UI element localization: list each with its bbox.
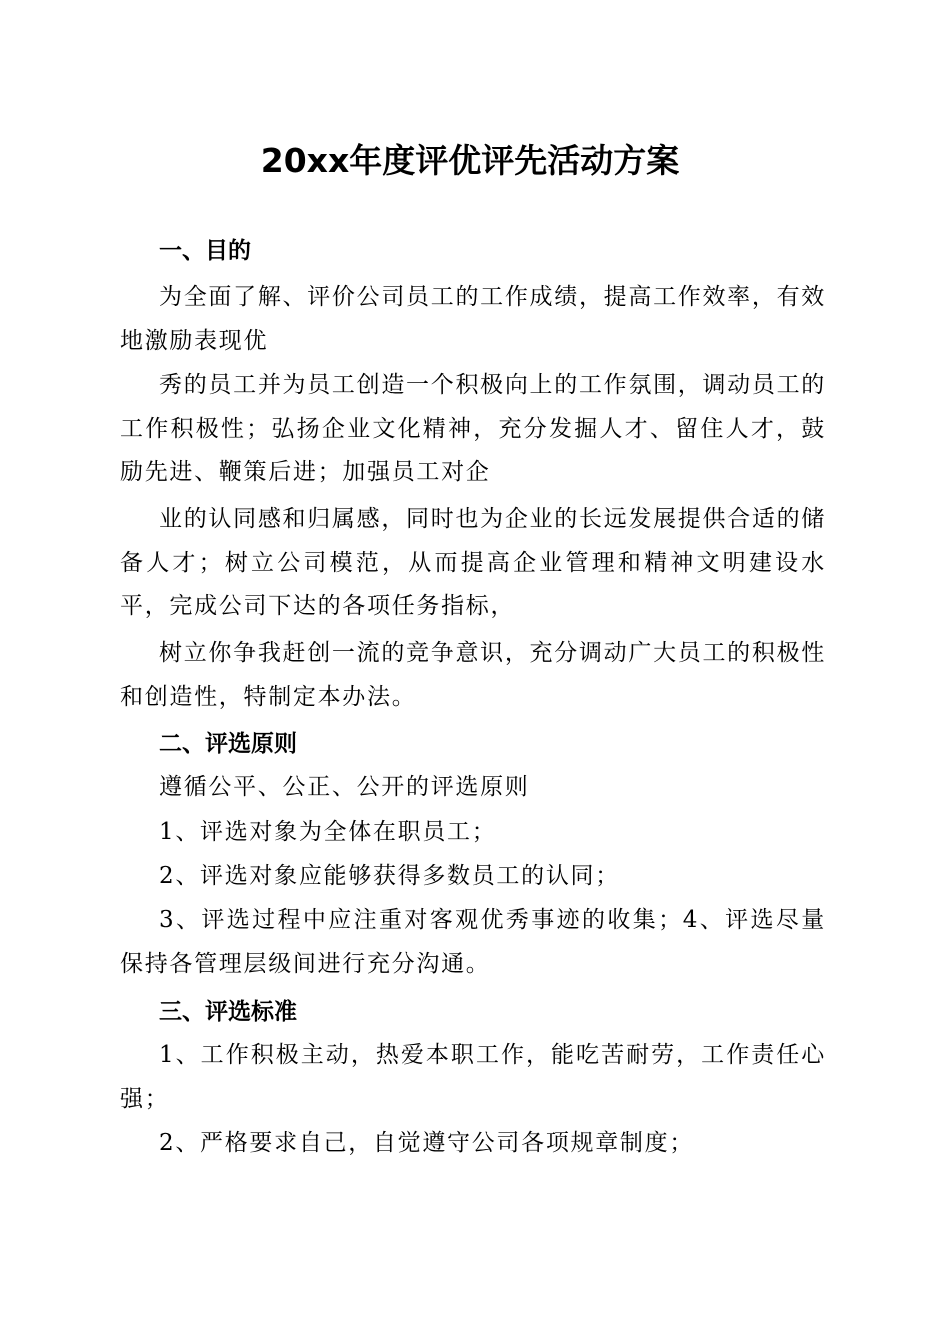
paragraph: 遵循公平、公正、公开的评选原则 [159, 774, 530, 800]
paragraph: 为全面了解、评价公司员工的工作成绩，提高工作效率，有效地激励表现优 [120, 284, 826, 354]
section-heading-purpose: 一、目的 [159, 238, 251, 264]
list-item: 2、评选对象应能够获得多数员工的认同； [159, 863, 620, 889]
paragraph: 业的认同感和归属感，同时也为企业的长远发展提供合适的储备人才；树立公司模范，从而提高企业管理和精神文明建设水平，完成公司下达的各项任务指标， [120, 506, 826, 619]
document-title: 20xx年度评优评先活动方案 [260, 141, 680, 180]
section-heading-principles: 二、评选原则 [159, 731, 297, 757]
list-item: 1、评选对象为全体在职员工； [159, 819, 497, 845]
paragraph: 树立你争我赶创一流的竞争意识，充分调动广大员工的积极性和创造性，特制定本办法。 [120, 640, 826, 710]
list-item: 1、工作积极主动，热爱本职工作，能吃苦耐劳，工作责任心强； [120, 1042, 826, 1112]
paragraph: 秀的员工并为员工创造一个积极向上的工作氛围，调动员工的工作积极性；弘扬企业文化精神，充分发掘人才、留住人才，鼓励先进、鞭策后进；加强员工对企 [120, 372, 826, 485]
list-item: 2、严格要求自己，自觉遵守公司各项规章制度； [159, 1130, 695, 1156]
list-item: 3、评选过程中应注重对客观优秀事迹的收集；4、评选尽量保持各管理层级间进行充分沟通。 [120, 907, 826, 977]
section-heading-criteria: 三、评选标准 [159, 999, 297, 1025]
